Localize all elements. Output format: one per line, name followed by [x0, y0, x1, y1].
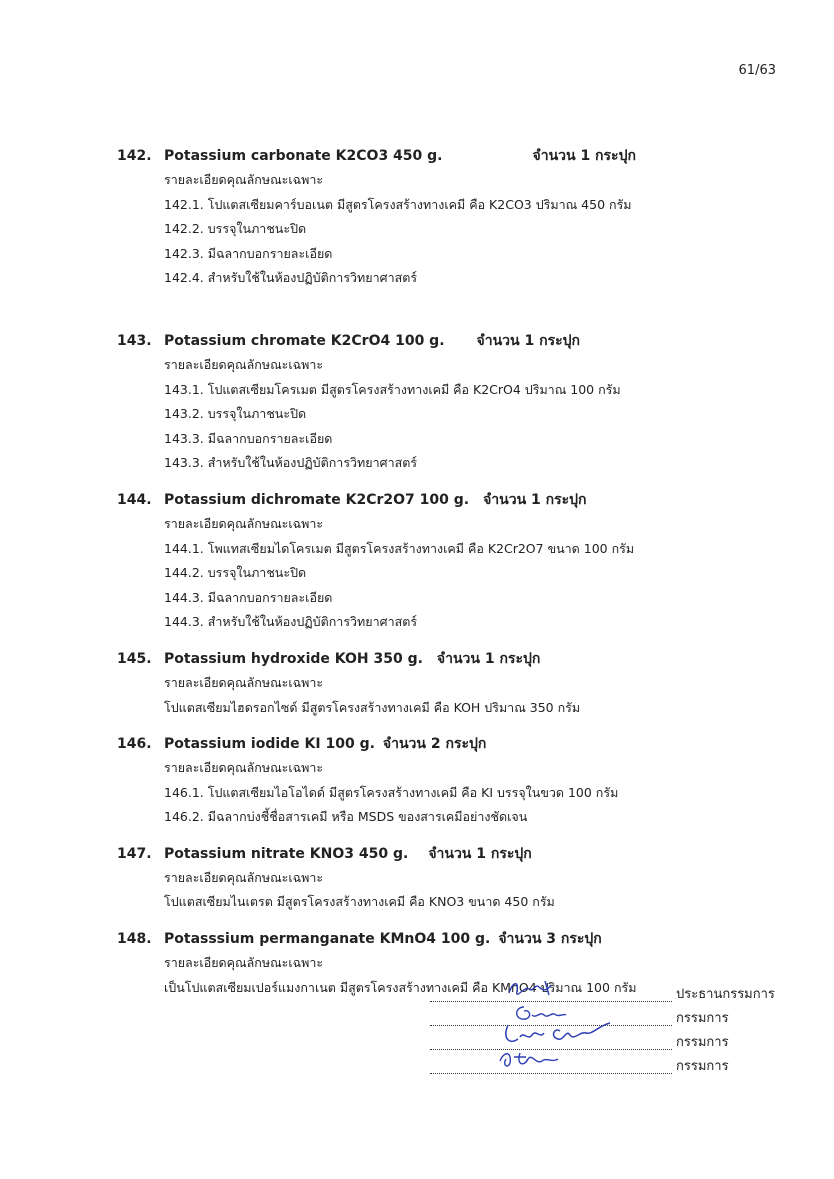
spec-detail: 143.3. มีฉลากบอกรายละเอียด: [164, 430, 333, 446]
item-name: Potassium hydroxide KOH 350 g.: [164, 650, 423, 667]
spec-detail: 143.2. บรรจุในภาชนะปิด: [164, 406, 307, 422]
item-name: Potassium chromate K2CrO4 100 g.: [164, 332, 445, 349]
spec-detail: 143.1. โปแตสเซียมโครเมต มีสูตรโครงสร้างทางเคมี คือ K2CrO4 ปริมาณ 100 กรัม: [164, 381, 621, 397]
spec-label: รายละเอียดคุณลักษณะเฉพาะ: [164, 515, 324, 531]
item-number: 142.: [117, 148, 152, 164]
item-name: Potassium nitrate KNO3 450 g.: [164, 845, 409, 862]
item-title: [164, 132, 834, 168]
item-quantity: จำนวน 1 กระปุก: [436, 650, 541, 667]
item-145: [0, 635, 834, 720]
item-quantity: จำนวน 2 กระปุก: [382, 736, 487, 753]
spec-detail: 144.3. สำหรับใช้ในห้องปฏิบัติการวิทยาศาสตร์: [164, 614, 418, 630]
signature-row-member-3: [430, 1055, 790, 1079]
page-number: 61/63: [738, 63, 776, 78]
chemical-items-list: [0, 132, 834, 1000]
item-name: Potasssium permanganate KMnO4 100 g.: [164, 931, 491, 948]
spec-label: รายละเอียดคุณลักษณะเฉพาะ: [164, 955, 324, 971]
spec-detail: โปแตสเซียมไนเตรต มีสูตรโครงสร้างทางเคมี คือ KNO3 ขนาด 450 กรัม: [164, 894, 555, 910]
signature-role: กรรมการ: [676, 1035, 729, 1050]
spec-label: รายละเอียดคุณลักษณะเฉพาะ: [164, 356, 324, 372]
handwritten-signature: [505, 975, 565, 1001]
spec-detail: 144.2. บรรจุในภาชนะปิด: [164, 565, 307, 581]
signature-role: กรรมการ: [676, 1059, 729, 1074]
spec-detail: 144.1. โพแทสเซียมไดโครเมต มีสูตรโครงสร้างทางเคมี คือ K2Cr2O7 ขนาด 100 กรัม: [164, 540, 635, 556]
spec-detail: เป็นโปแตสเซียมเปอร์แมงกาเนต มีสูตรโครงสร้างทางเคมี คือ KMnO4 ปริมาณ 100 กรัม: [164, 979, 637, 995]
item-number: 143.: [117, 332, 152, 349]
item-quantity: จำนวน 1 กระปุก: [483, 491, 587, 508]
spec-detail: 142.2. บรรจุในภาชนะปิด: [164, 221, 307, 237]
item-title: [164, 317, 834, 353]
item-title: [164, 830, 834, 866]
item-number: 148.: [117, 931, 152, 948]
item-name: Potassium iodide KI 100 g.: [164, 736, 375, 753]
spec-detail: 146.2. มีฉลากบ่งชี้ชื่อสารเคมี หรือ MSDS ของสารเคมีอย่างชัดเจน: [164, 809, 528, 825]
item-quantity: จำนวน 1 กระปุก: [428, 845, 532, 862]
item-quantity: จำนวน 1 กระปุก: [476, 332, 580, 349]
item-quantity: จำนวน 3 กระปุก: [498, 931, 602, 948]
item-number: 147.: [117, 845, 152, 862]
item-142: [0, 132, 834, 291]
item-number: 145.: [117, 650, 152, 667]
item-143: [0, 317, 834, 476]
item-name: Potassium carbonate K2CO3 450 g.: [164, 148, 443, 164]
spec-label: รายละเอียดคุณลักษณะเฉพาะ: [164, 674, 324, 690]
signature-block: [430, 983, 790, 1079]
item-144: [0, 476, 834, 635]
item-title: [164, 915, 834, 951]
item-quantity: จำนวน 1 กระปุก: [532, 148, 636, 164]
spec-detail: 142.4. สำหรับใช้ในห้องปฏิบัติการวิทยาศาสตร์: [164, 270, 418, 286]
spec-detail: 146.1. โปแตสเซียมไอโอไดด์ มีสูตรโครงสร้างทางเคมี คือ KI บรรจุในขวด 100 กรัม: [164, 784, 619, 800]
spec-label: รายละเอียดคุณลักษณะเฉพาะ: [164, 760, 324, 776]
item-name: Potassium dichromate K2Cr2O7 100 g.: [164, 491, 470, 508]
spec-label: รายละเอียดคุณลักษณะเฉพาะ: [164, 869, 324, 885]
signature-row-member-2: [430, 1031, 790, 1055]
handwritten-signature: [496, 1045, 566, 1071]
spec-detail: โปแตสเซียมไฮดรอกไซด์ มีสูตรโครงสร้างทางเคมี คือ KOH ปริมาณ 350 กรัม: [164, 699, 581, 715]
item-146: [0, 720, 834, 830]
signature-role: กรรมการ: [676, 1011, 729, 1026]
spec-detail: 144.3. มีฉลากบอกรายละเอียด: [164, 589, 333, 605]
spec-detail: 142.3. มีฉลากบอกรายละเอียด: [164, 245, 333, 261]
spec-detail: 142.1. โปแตสเซียมคาร์บอเนต มีสูตรโครงสร้างทางเคมี คือ K2CO3 ปริมาณ 450 กรัม: [164, 196, 632, 212]
item-title: [164, 635, 834, 671]
item-number: 146.: [117, 736, 152, 753]
spec-label: รายละเอียดคุณลักษณะเฉพาะ: [164, 172, 324, 187]
item-number: 144.: [117, 491, 152, 508]
signature-role: ประธานกรรมการ: [676, 987, 775, 1002]
signature-row-chair: [430, 983, 790, 1007]
spec-detail: 143.3. สำหรับใช้ในห้องปฏิบัติการวิทยาศาสตร์: [164, 455, 418, 471]
item-title: [164, 476, 834, 512]
item-title: [164, 720, 834, 756]
item-147: [0, 830, 834, 915]
